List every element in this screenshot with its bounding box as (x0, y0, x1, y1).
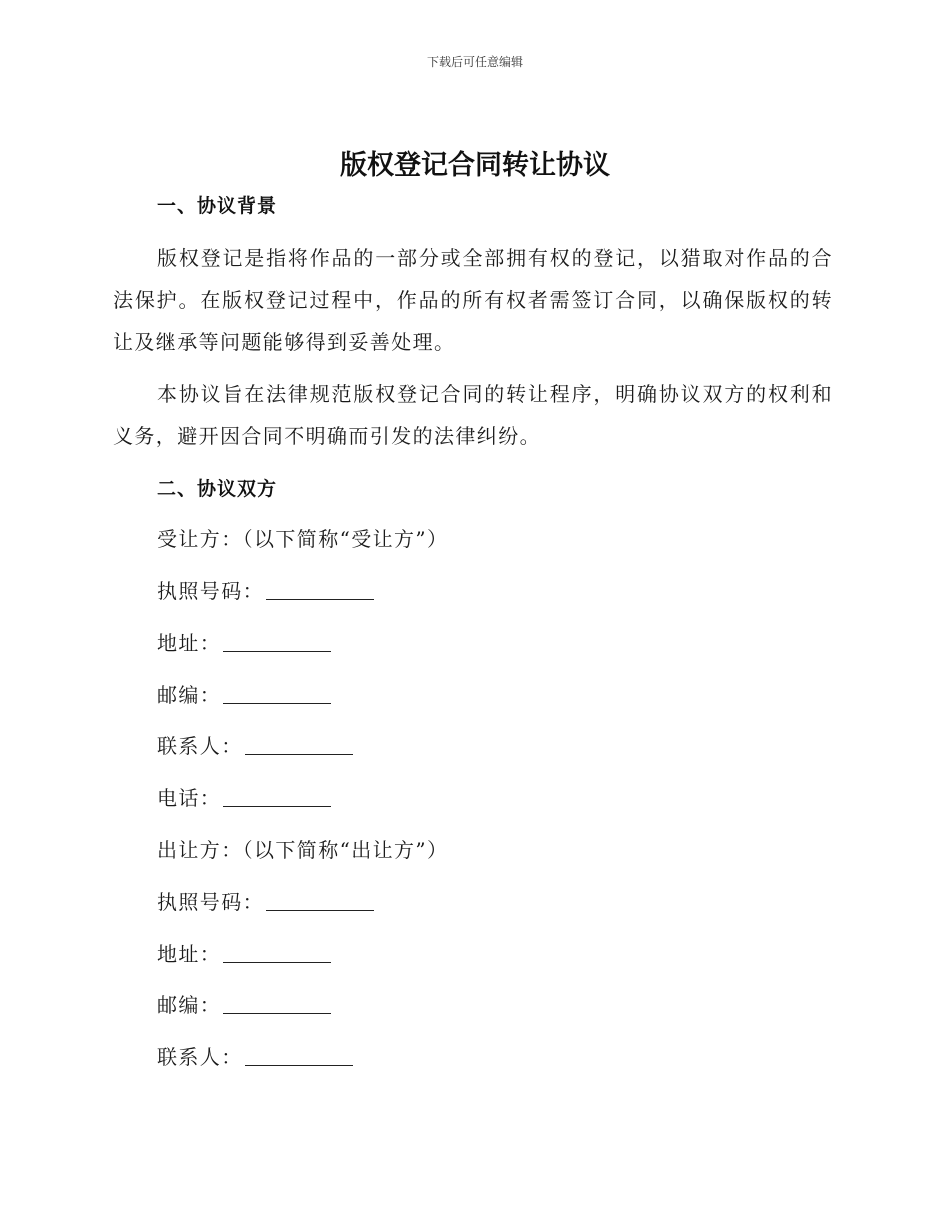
section-heading-background: 一、协议背景 (157, 195, 278, 217)
assignee-contact-field (157, 731, 353, 761)
assignee-phone-blank[interactable] (223, 786, 331, 807)
assignor-contact-field (157, 1042, 353, 1072)
assignee-license-label: 执照号码： (157, 579, 264, 603)
assignee-postcode-field (157, 680, 331, 710)
assignee-address-blank[interactable] (223, 631, 331, 652)
paragraph-background-1: 版权登记是指将作品的一部分或全部拥有权的登记，以猎取对作品的合法保护。在版权登记过程中，作品的所有权者需签订合同，以确保版权的转让及继承等问题能够得到妥善处理。 (113, 246, 833, 354)
assignee-postcode-label: 邮编： (157, 683, 222, 707)
assignor-contact-label: 联系人： (157, 1045, 243, 1069)
assignor-address-field (157, 939, 331, 969)
assignor-contact-blank[interactable] (245, 1045, 353, 1066)
assignee-label-text: 受让方：（以下简称“受让方”） (157, 527, 449, 551)
assignee-contact-label: 联系人： (157, 734, 243, 758)
page-header-note: 下载后可任意编辑 (426, 55, 523, 69)
assignee-license-blank[interactable] (266, 579, 374, 600)
assignee-license-field (157, 576, 374, 606)
assignee-phone-field (157, 783, 331, 813)
assignor-license-label: 执照号码： (157, 890, 264, 914)
assignee-address-label: 地址： (157, 631, 222, 655)
assignor-postcode-field (157, 990, 331, 1020)
section-heading-parties: 二、协议双方 (157, 478, 278, 500)
assignee-label (157, 524, 448, 554)
assignee-postcode-blank[interactable] (223, 683, 331, 704)
paragraph-background-2: 本协议旨在法律规范版权登记合同的转让程序，明确协议双方的权利和义务，避开因合同不明确而引发的法律纠纷。 (113, 382, 833, 448)
document-title: 版权登记合同转让协议 (340, 150, 610, 181)
assignor-label (157, 835, 448, 865)
assignee-phone-label: 电话： (157, 786, 222, 810)
assignor-address-blank[interactable] (223, 942, 331, 963)
assignor-label-text: 出让方：（以下简称“出让方”） (157, 838, 449, 862)
assignee-address-field (157, 628, 331, 658)
assignor-address-label: 地址： (157, 942, 222, 966)
assignee-contact-blank[interactable] (245, 734, 353, 755)
assignor-postcode-label: 邮编： (157, 993, 222, 1017)
assignor-license-field (157, 887, 374, 917)
assignor-postcode-blank[interactable] (223, 993, 331, 1014)
assignor-license-blank[interactable] (266, 890, 374, 911)
